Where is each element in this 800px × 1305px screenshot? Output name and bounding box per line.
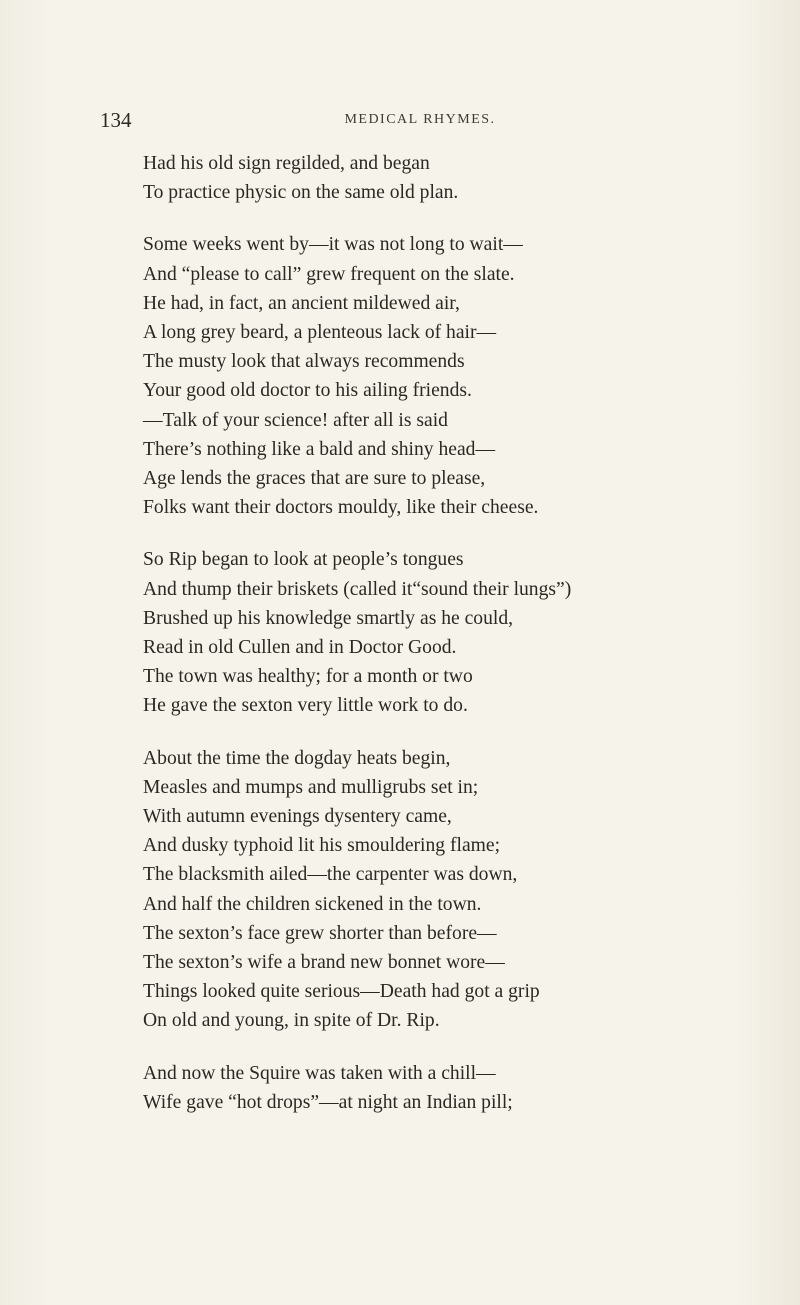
verse-line: Wife gave “hot drops”—at night an Indian pill; — [143, 1091, 513, 1113]
verse-line: A long grey beard, a plenteous lack of hair— — [143, 322, 497, 344]
stanza — [143, 149, 773, 207]
stanza — [143, 545, 773, 720]
verse-line: And “please to call” grew frequent on the slate. — [143, 263, 515, 285]
verse-line: Brushed up his knowledge smartly as he could, — [143, 607, 514, 629]
verse-line: On old and young, in spite of Dr. Rip. — [143, 1010, 440, 1032]
verse-line: Measles and mumps and mulligrubs set in; — [143, 776, 479, 798]
verse-line: Age lends the graces that are sure to please, — [143, 468, 486, 490]
verse-line: The musty look that always recommends — [143, 351, 465, 373]
verse-line: Some weeks went by—it was not long to wait— — [143, 234, 523, 256]
running-title: MEDICAL RHYMES. — [344, 112, 496, 127]
verse-line: And half the children sickened in the town. — [143, 893, 482, 915]
stanza — [143, 744, 773, 1036]
verse-line: With autumn evenings dysentery came, — [143, 806, 452, 828]
verse-line: He had, in fact, an ancient mildewed air, — [143, 292, 460, 314]
verse-line: About the time the dogday heats begin, — [143, 747, 451, 769]
verse-line: He gave the sexton very little work to do. — [143, 695, 468, 717]
running-head — [100, 108, 740, 138]
verse-line: The sexton’s face grew shorter than before— — [143, 922, 497, 944]
verse-line: The town was healthy; for a month or two — [143, 666, 473, 688]
verse-line: And now the Squire was taken with a chill— — [143, 1062, 496, 1084]
verse-line: Read in old Cullen and in Doctor Good. — [143, 637, 457, 659]
stanza — [143, 230, 773, 522]
verse-line: The blacksmith ailed—the carpenter was down, — [143, 864, 518, 886]
verse-line: To practice physic on the same old plan. — [143, 182, 459, 204]
page-number: 134 — [100, 108, 132, 132]
verse-line: And thump their briskets (called it“sound their lungs”) — [143, 578, 572, 600]
verse-line: And dusky typhoid lit his smouldering flame; — [143, 835, 501, 857]
verse-line: There’s nothing like a bald and shiny head— — [143, 438, 496, 460]
verse-line: Folks want their doctors mouldy, like their cheese. — [143, 497, 539, 519]
verse-line: So Rip began to look at people’s tongues — [143, 549, 464, 571]
poem-text — [143, 149, 773, 1140]
verse-line: Things looked quite serious—Death had got a grip — [143, 981, 540, 1003]
stanza — [143, 1059, 773, 1117]
verse-line: Had his old sign regilded, and began — [143, 153, 430, 174]
verse-line: Your good old doctor to his ailing friends. — [143, 380, 472, 402]
verse-line: The sexton’s wife a brand new bonnet wore— — [143, 952, 505, 974]
verse-line: —Talk of your science! after all is said — [143, 409, 448, 431]
